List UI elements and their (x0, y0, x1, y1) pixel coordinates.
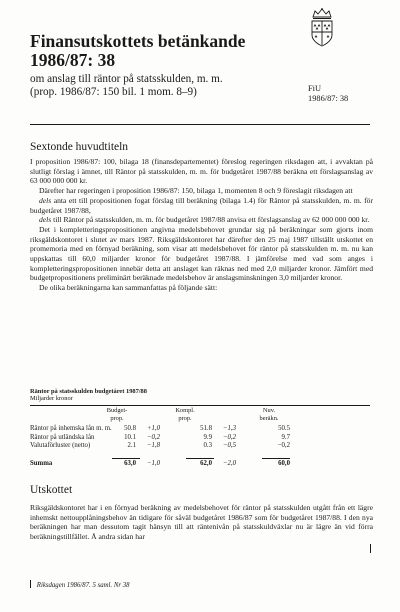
cell-diff-1: −1,8 (146, 442, 160, 449)
title-line-1: Finansutskottets betänkande (30, 31, 246, 51)
paragraph: Därefter har regeringen i proposition 1986/87: 150, bilaga 1, momenten 8 och 9 föreslagit riksdagen att (39, 186, 353, 196)
cell-budget: 63,0 (124, 460, 136, 467)
row-label: Räntor på utländska lån (30, 433, 95, 441)
code-line-2: 1986/87: 38 (308, 94, 349, 103)
row-label: Valutaförluster (netto) (30, 442, 91, 449)
cell-nuv: −0,2 (277, 442, 290, 449)
cell-diff-1: +1,0 (146, 425, 160, 432)
cell-diff-2: −0,2 (222, 433, 236, 441)
paragraph: Riksgäldskontoret har i en förnyad beräkning av medelsbehovet för räntor på statsskulden utgått från ett lägre inhemskt nettoupplåningsbehov än tidigare för såväl budgetåret 1986/87 som för budgetåret 1987/88. I den nya beräkningen har man dessutom tagit hänsyn till att räntenivån på statsskuldväxlar nu är lägre än vid förra beräkningstillfället. Å andra sidan har (30, 503, 373, 542)
cell-kompl: 51.8 (200, 425, 212, 432)
header-line: Budget- (106, 407, 128, 414)
cell-diff-2: −0,5 (222, 442, 236, 449)
cell-budget: 10.1 (124, 433, 136, 441)
table-row (30, 425, 370, 434)
change-marker (370, 544, 371, 553)
crown-crest-icon (308, 6, 336, 48)
header-line: prop. (178, 414, 192, 422)
column-header-budget (92, 407, 142, 422)
table-row (30, 442, 370, 451)
item-text: anta ett till propositionen fogat förslag till beräkning (bilaga 1.4) för Räntor på statsskulden, m. m. för budgetåret 1987/88, (30, 195, 373, 215)
sum-underline (112, 458, 140, 459)
cell-diff-2: −1,3 (222, 425, 236, 432)
cell-nuv: 60,0 (278, 460, 290, 467)
paragraph: De olika beräkningarna kan sammanfattas på följande sätt: (39, 283, 218, 293)
header-line: prop. (110, 414, 124, 422)
section-heading-sextonde: Sextonde huvudtiteln (30, 141, 129, 153)
cell-nuv: 50.5 (278, 425, 290, 432)
item-lead: dels (39, 215, 52, 225)
paragraph: I proposition 1986/87: 100, bilaga 18 (finansdepartementet) föreslog regeringen riksdagen att, i avvaktan på slutligt förslag i ämnet, till Räntor på statsskulden, m. m. för budgetåret 1987/88 beräkna ett förslagsanslag av 63 000 000 000 kr. (30, 157, 373, 186)
section-body-utskottet (30, 503, 373, 542)
subtitle-line-2: (prop. 1986/87: 150 bil. 1 mom. 8–9) (30, 86, 197, 98)
sum-underline (186, 458, 214, 459)
footer-text: Riksdagen 1986/87. 5 saml. Nr 38 (36, 582, 130, 589)
table-unit: Miljarder kronor (30, 395, 73, 402)
cell-diff-1: −0,2 (146, 433, 160, 441)
cell-kompl: 0.3 (203, 442, 212, 449)
section-body-sextonde (30, 157, 373, 293)
document-code (308, 84, 348, 104)
header-line: beräkn. (259, 414, 279, 422)
paragraph: Det i kompletteringspropositionen angivna medelsbehovet grundar sig på beräkningar som gjorts inom riksgäldskontoret i slutet av mars 1987. Riksgäldskontoret har därefter den 25 maj 1987 tillställt utskottet en promemoria med en förnyad beräkning, som visar att medelsbehovet för räntor på statsskulden m. m. nu kan uppskattas till 60,0 miljarder kronor för budgetåret 1987/88. I jämförelse med vad som anges i kompletteringspropositionen innebär detta att anslaget kan räknas ned med 2,0 miljarder kronor. Jämfört med budgetpropositionens preliminärt beräknade medelsbehov är anslagsminskningen 3,0 miljarder kronor. (30, 224, 373, 283)
subtitle-line-1: om anslag till räntor på statsskulden, m. m. (30, 73, 223, 85)
header-line: Kompl. (175, 407, 195, 414)
code-line-1: FiU (308, 84, 322, 93)
column-header-nuv (244, 407, 294, 422)
document-title (30, 32, 245, 70)
cell-budget: 2.1 (127, 442, 136, 449)
column-header-kompl (160, 407, 210, 422)
sum-underline (262, 458, 290, 459)
footer-marker (30, 580, 31, 588)
cell-nuv: 9.7 (281, 433, 290, 441)
title-line-2: 1986/87: 38 (30, 50, 116, 70)
proposal-item-a (30, 196, 373, 215)
page-footer (30, 580, 130, 590)
section-heading-utskottet: Utskottet (30, 484, 73, 496)
table-row-sum (30, 460, 370, 469)
header-line: Nuv. (262, 407, 276, 414)
cell-kompl: 62,0 (200, 460, 212, 467)
cell-diff-1: −1,0 (146, 460, 160, 467)
table-row (30, 434, 370, 443)
proposal-item-b (30, 215, 373, 225)
table-divider (30, 405, 370, 406)
header-divider (30, 124, 370, 125)
row-label: Räntor på inhemska lån m. m. (30, 425, 112, 432)
row-label: Summa (30, 460, 53, 467)
cell-kompl: 9.9 (203, 433, 212, 441)
cell-budget: 50.8 (124, 425, 136, 432)
cell-diff-2: −2,0 (222, 460, 236, 467)
item-lead: dels (39, 195, 52, 205)
item-text: till Räntor på statsskulden, m. m. för budgetåret 1987/88 anvisa ett förslagsanslag av 62 000 000 000 kr. (53, 215, 370, 225)
table-title: Räntor på statsskulden budgetåret 1987/88 (30, 388, 147, 395)
document-subtitle (30, 73, 223, 99)
